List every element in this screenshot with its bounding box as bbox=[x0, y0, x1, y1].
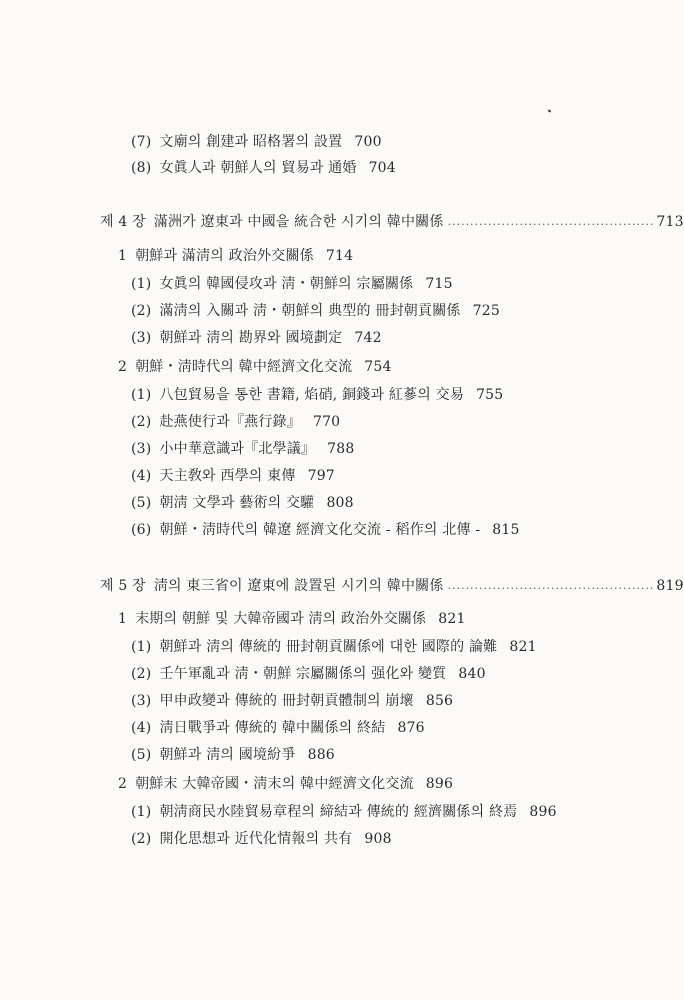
chapter-title-group bbox=[100, 212, 444, 232]
item-page: 808 bbox=[326, 495, 354, 511]
item-title: 八包貿易을 통한 書籍, 焰硝, 銅錢과 紅蔘의 交易 bbox=[159, 387, 465, 403]
item-page: 770 bbox=[312, 414, 341, 430]
toc-item bbox=[131, 328, 382, 348]
item-number: (7) bbox=[131, 134, 152, 150]
item-page: 876 bbox=[397, 720, 425, 736]
item-page: 886 bbox=[307, 747, 335, 763]
page-speck bbox=[548, 109, 552, 112]
chapter-label: 제 4 장 bbox=[100, 214, 146, 230]
toc-item bbox=[131, 664, 486, 684]
toc-section bbox=[118, 246, 353, 266]
item-page: 896 bbox=[529, 804, 557, 820]
chapter-page: 713 bbox=[656, 214, 684, 230]
item-number: (2) bbox=[131, 666, 152, 682]
item-title: 天主敎와 西學의 東傳 bbox=[159, 468, 296, 484]
item-page: 725 bbox=[472, 303, 500, 319]
item-title: 滿淸의 入關과 淸・朝鮮의 典型的 冊封朝貢關係 bbox=[159, 303, 461, 319]
item-number: (4) bbox=[131, 720, 152, 736]
item-number: (3) bbox=[131, 330, 152, 346]
item-title: 壬午軍亂과 淸・朝鮮 宗屬關係의 强化와 變質 bbox=[159, 666, 447, 682]
toc-item bbox=[131, 718, 425, 738]
item-number: (5) bbox=[131, 747, 152, 763]
item-page: 821 bbox=[509, 639, 537, 655]
section-number: 2 bbox=[118, 776, 128, 792]
toc-item bbox=[131, 637, 537, 657]
toc-item bbox=[131, 158, 396, 178]
item-number: (1) bbox=[131, 804, 152, 820]
item-number: (2) bbox=[131, 303, 152, 319]
chapter-label: 제 5 장 bbox=[100, 578, 146, 594]
toc-item bbox=[131, 520, 520, 540]
item-number: (1) bbox=[131, 276, 152, 292]
section-number: 2 bbox=[118, 359, 128, 375]
toc-item bbox=[131, 439, 355, 459]
leader-dots: .............................................. bbox=[447, 215, 655, 228]
item-title: 文廟의 創建과 昭格署의 設置 bbox=[159, 134, 343, 150]
item-page: 704 bbox=[368, 160, 396, 176]
item-page: 856 bbox=[425, 693, 454, 709]
section-page: 714 bbox=[325, 248, 354, 264]
chapter-title: 滿洲가 遼東과 中國을 統合한 시기의 韓中關係 bbox=[153, 214, 444, 230]
item-title: 淸日戰爭과 傳統的 韓中關係의 終結 bbox=[159, 720, 386, 736]
item-title: 朝鮮과 淸의 傳統的 冊封朝貢關係에 대한 國際的 論難 bbox=[159, 639, 498, 655]
section-title: 末期의 朝鮮 및 大韓帝國과 淸의 政治外交關係 bbox=[135, 611, 427, 627]
section-page: 821 bbox=[438, 611, 466, 627]
item-title: 小中華意識과『北學議』 bbox=[159, 441, 316, 457]
item-title: 女眞人과 朝鮮人의 貿易과 通婚 bbox=[159, 160, 357, 176]
toc-item bbox=[131, 745, 335, 765]
toc-item bbox=[131, 493, 354, 513]
section-number: 1 bbox=[118, 611, 128, 627]
section-number: 1 bbox=[118, 248, 128, 264]
toc-item bbox=[131, 274, 453, 294]
item-page: 742 bbox=[354, 330, 382, 346]
item-page: 797 bbox=[307, 468, 335, 484]
section-title: 朝鮮・淸時代의 韓中經濟文化交流 bbox=[135, 359, 353, 375]
item-title: 女眞의 韓國侵攻과 淸・朝鮮의 宗屬關係 bbox=[159, 276, 414, 292]
section-page: 896 bbox=[425, 776, 454, 792]
section-page: 754 bbox=[364, 359, 392, 375]
item-number: (5) bbox=[131, 495, 152, 511]
item-page: 840 bbox=[458, 666, 486, 682]
section-title: 朝鮮과 滿淸의 政治外交關係 bbox=[135, 248, 314, 264]
item-number: (3) bbox=[131, 441, 152, 457]
item-title: 朝淸商民水陸貿易章程의 締結과 傳統的 經濟關係의 終焉 bbox=[159, 804, 518, 820]
item-page: 700 bbox=[354, 134, 382, 150]
chapter-heading bbox=[100, 576, 684, 596]
chapter-title-group bbox=[100, 576, 444, 596]
item-number: (8) bbox=[131, 160, 152, 176]
toc-item bbox=[131, 385, 503, 405]
toc-item bbox=[131, 691, 453, 711]
item-page: 788 bbox=[327, 441, 355, 457]
chapter-title: 淸의 東三省이 遼東에 設置된 시기의 韓中關係 bbox=[153, 578, 444, 594]
chapter-heading bbox=[100, 212, 684, 232]
chapter-page: 819 bbox=[656, 578, 684, 594]
item-number: (4) bbox=[131, 468, 152, 484]
item-page: 815 bbox=[492, 522, 520, 538]
toc-section bbox=[118, 357, 392, 377]
item-number: (3) bbox=[131, 693, 152, 709]
item-title: 赴燕使行과『燕行錄』 bbox=[159, 414, 301, 430]
toc-item bbox=[131, 301, 500, 321]
item-title: 朝鮮・淸時代의 韓遼 經濟文化交流 - 稻作의 北傳 - bbox=[159, 522, 481, 538]
toc-item bbox=[131, 829, 392, 849]
item-title: 朝鮮과 淸의 勘界와 國境劃定 bbox=[159, 330, 343, 346]
item-number: (2) bbox=[131, 414, 152, 430]
item-number: (2) bbox=[131, 831, 152, 847]
item-number: (6) bbox=[131, 522, 152, 538]
item-title: 朝鮮과 淸의 國境紛爭 bbox=[159, 747, 296, 763]
toc-item bbox=[131, 802, 557, 822]
toc-item bbox=[131, 466, 335, 486]
section-title: 朝鮮末 大韓帝國・淸末의 韓中經濟文化交流 bbox=[135, 776, 414, 792]
item-number: (1) bbox=[131, 639, 152, 655]
item-title: 開化思想과 近代化情報의 共有 bbox=[159, 831, 353, 847]
toc-item bbox=[131, 412, 340, 432]
toc-section bbox=[118, 774, 453, 794]
item-title: 甲申政變과 傳統的 冊封朝貢體制의 崩壞 bbox=[159, 693, 414, 709]
leader-dots: .............................................. bbox=[447, 579, 655, 592]
item-page: 908 bbox=[364, 831, 392, 847]
item-page: 755 bbox=[476, 387, 504, 403]
item-page: 715 bbox=[425, 276, 453, 292]
item-number: (1) bbox=[131, 387, 152, 403]
toc-item bbox=[131, 132, 382, 152]
toc-section bbox=[118, 609, 466, 629]
item-title: 朝淸 文學과 藝術의 交驩 bbox=[159, 495, 315, 511]
